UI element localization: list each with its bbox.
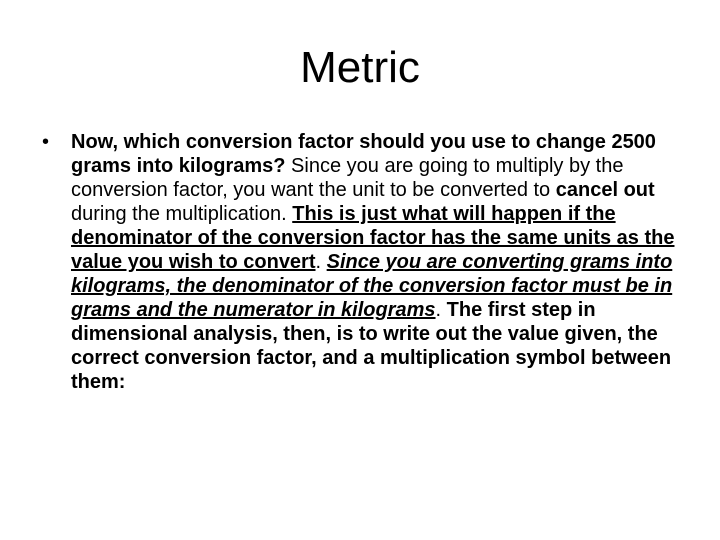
question-text: Now, which conversion factor should you use to change 2500 grams into kilograms?	[71, 131, 656, 177]
emphasis-cancel-out: cancel out	[555, 179, 655, 201]
sentence-break-2: .	[435, 299, 447, 321]
sentence-break: .	[315, 251, 327, 273]
slide-body	[42, 130, 692, 394]
bullet-icon: •	[42, 131, 50, 153]
slide-title: Metric	[300, 43, 420, 92]
denominator-rule-text: This is just what will happen if the denominator of the conversion factor has the same units as the value you wish to convert	[71, 203, 675, 273]
bullet-item	[42, 130, 692, 394]
bullet-text	[71, 130, 681, 394]
first-step-text: The first step in dimensional analysis, then, is to write out the value given, the correct conversion factor, and a multiplication symbol between them:	[71, 299, 672, 393]
grams-kilograms-rule-text: Since you are converting grams into kilograms, the denominator of the conversion factor must be in grams and the numerator in kilograms	[71, 251, 673, 321]
explanation-text-continued: during the multiplication.	[71, 203, 293, 225]
explanation-text: Since you are going to multiply by the conversion factor, you want the unit to be converted to	[71, 155, 624, 201]
